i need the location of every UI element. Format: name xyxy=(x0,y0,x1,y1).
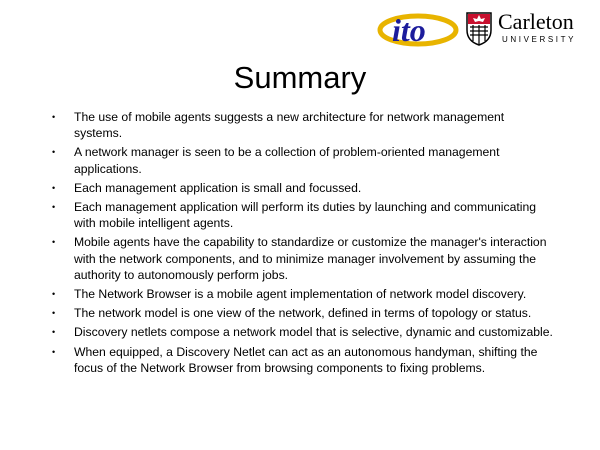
bullet-marker: • xyxy=(52,308,56,319)
bullet-text: A network manager is seen to be a collection of problem-oriented management applications. xyxy=(74,145,500,176)
bullet-marker: • xyxy=(52,112,56,122)
bullet-item xyxy=(0,180,554,196)
bullet-item xyxy=(0,234,554,283)
carleton-shield-icon xyxy=(466,12,492,46)
ito-logo xyxy=(376,8,460,50)
bullet-item xyxy=(0,305,554,321)
bullet-marker: • xyxy=(52,202,56,213)
bullet-marker: • xyxy=(52,182,56,193)
bullet-item xyxy=(0,199,554,231)
bullet-item xyxy=(0,286,554,302)
bullet-text: The use of mobile agents suggests a new architecture for network management systems. xyxy=(74,110,505,141)
bullet-item xyxy=(0,324,554,340)
logo-area xyxy=(372,8,592,48)
bullet-list xyxy=(0,109,600,379)
bullet-marker: • xyxy=(52,289,56,300)
bullet-marker: • xyxy=(52,147,56,158)
university-subtitle: UNIVERSITY xyxy=(502,35,577,44)
bullet-text: Mobile agents have the capability to standardize or customize the manager's interaction with the network components, and to minimize manager involvement by assuming the authority to autonomously perform jobs. xyxy=(74,235,547,282)
bullet-text: The Network Browser is a mobile agent implementation of network model discovery. xyxy=(74,287,527,302)
bullet-text: Each management application will perform its duties by launching and communicating with mobile intelligent agents. xyxy=(74,200,537,231)
bullet-text: Discovery netlets compose a network model that is selective, dynamic and customizable. xyxy=(74,325,553,340)
slide-title: Summary xyxy=(233,60,367,95)
bullet-item xyxy=(0,144,554,176)
university-name: Carleton xyxy=(498,9,574,34)
bullet-marker: • xyxy=(52,237,56,248)
bullet-item xyxy=(0,109,554,141)
bullet-text: Each management application is small and focussed. xyxy=(74,180,362,195)
ito-logo-text: ito xyxy=(392,12,426,48)
bullet-marker: • xyxy=(52,346,56,357)
bullet-item xyxy=(0,344,554,376)
bullet-text: When equipped, a Discovery Netlet can act as an autonomous handyman, shifting the focus of the Network Browser from browsing components to fixing problems. xyxy=(74,344,538,375)
bullet-text: The network model is one view of the network, defined in terms of topology or status. xyxy=(74,306,532,321)
bullet-marker: • xyxy=(52,327,56,338)
